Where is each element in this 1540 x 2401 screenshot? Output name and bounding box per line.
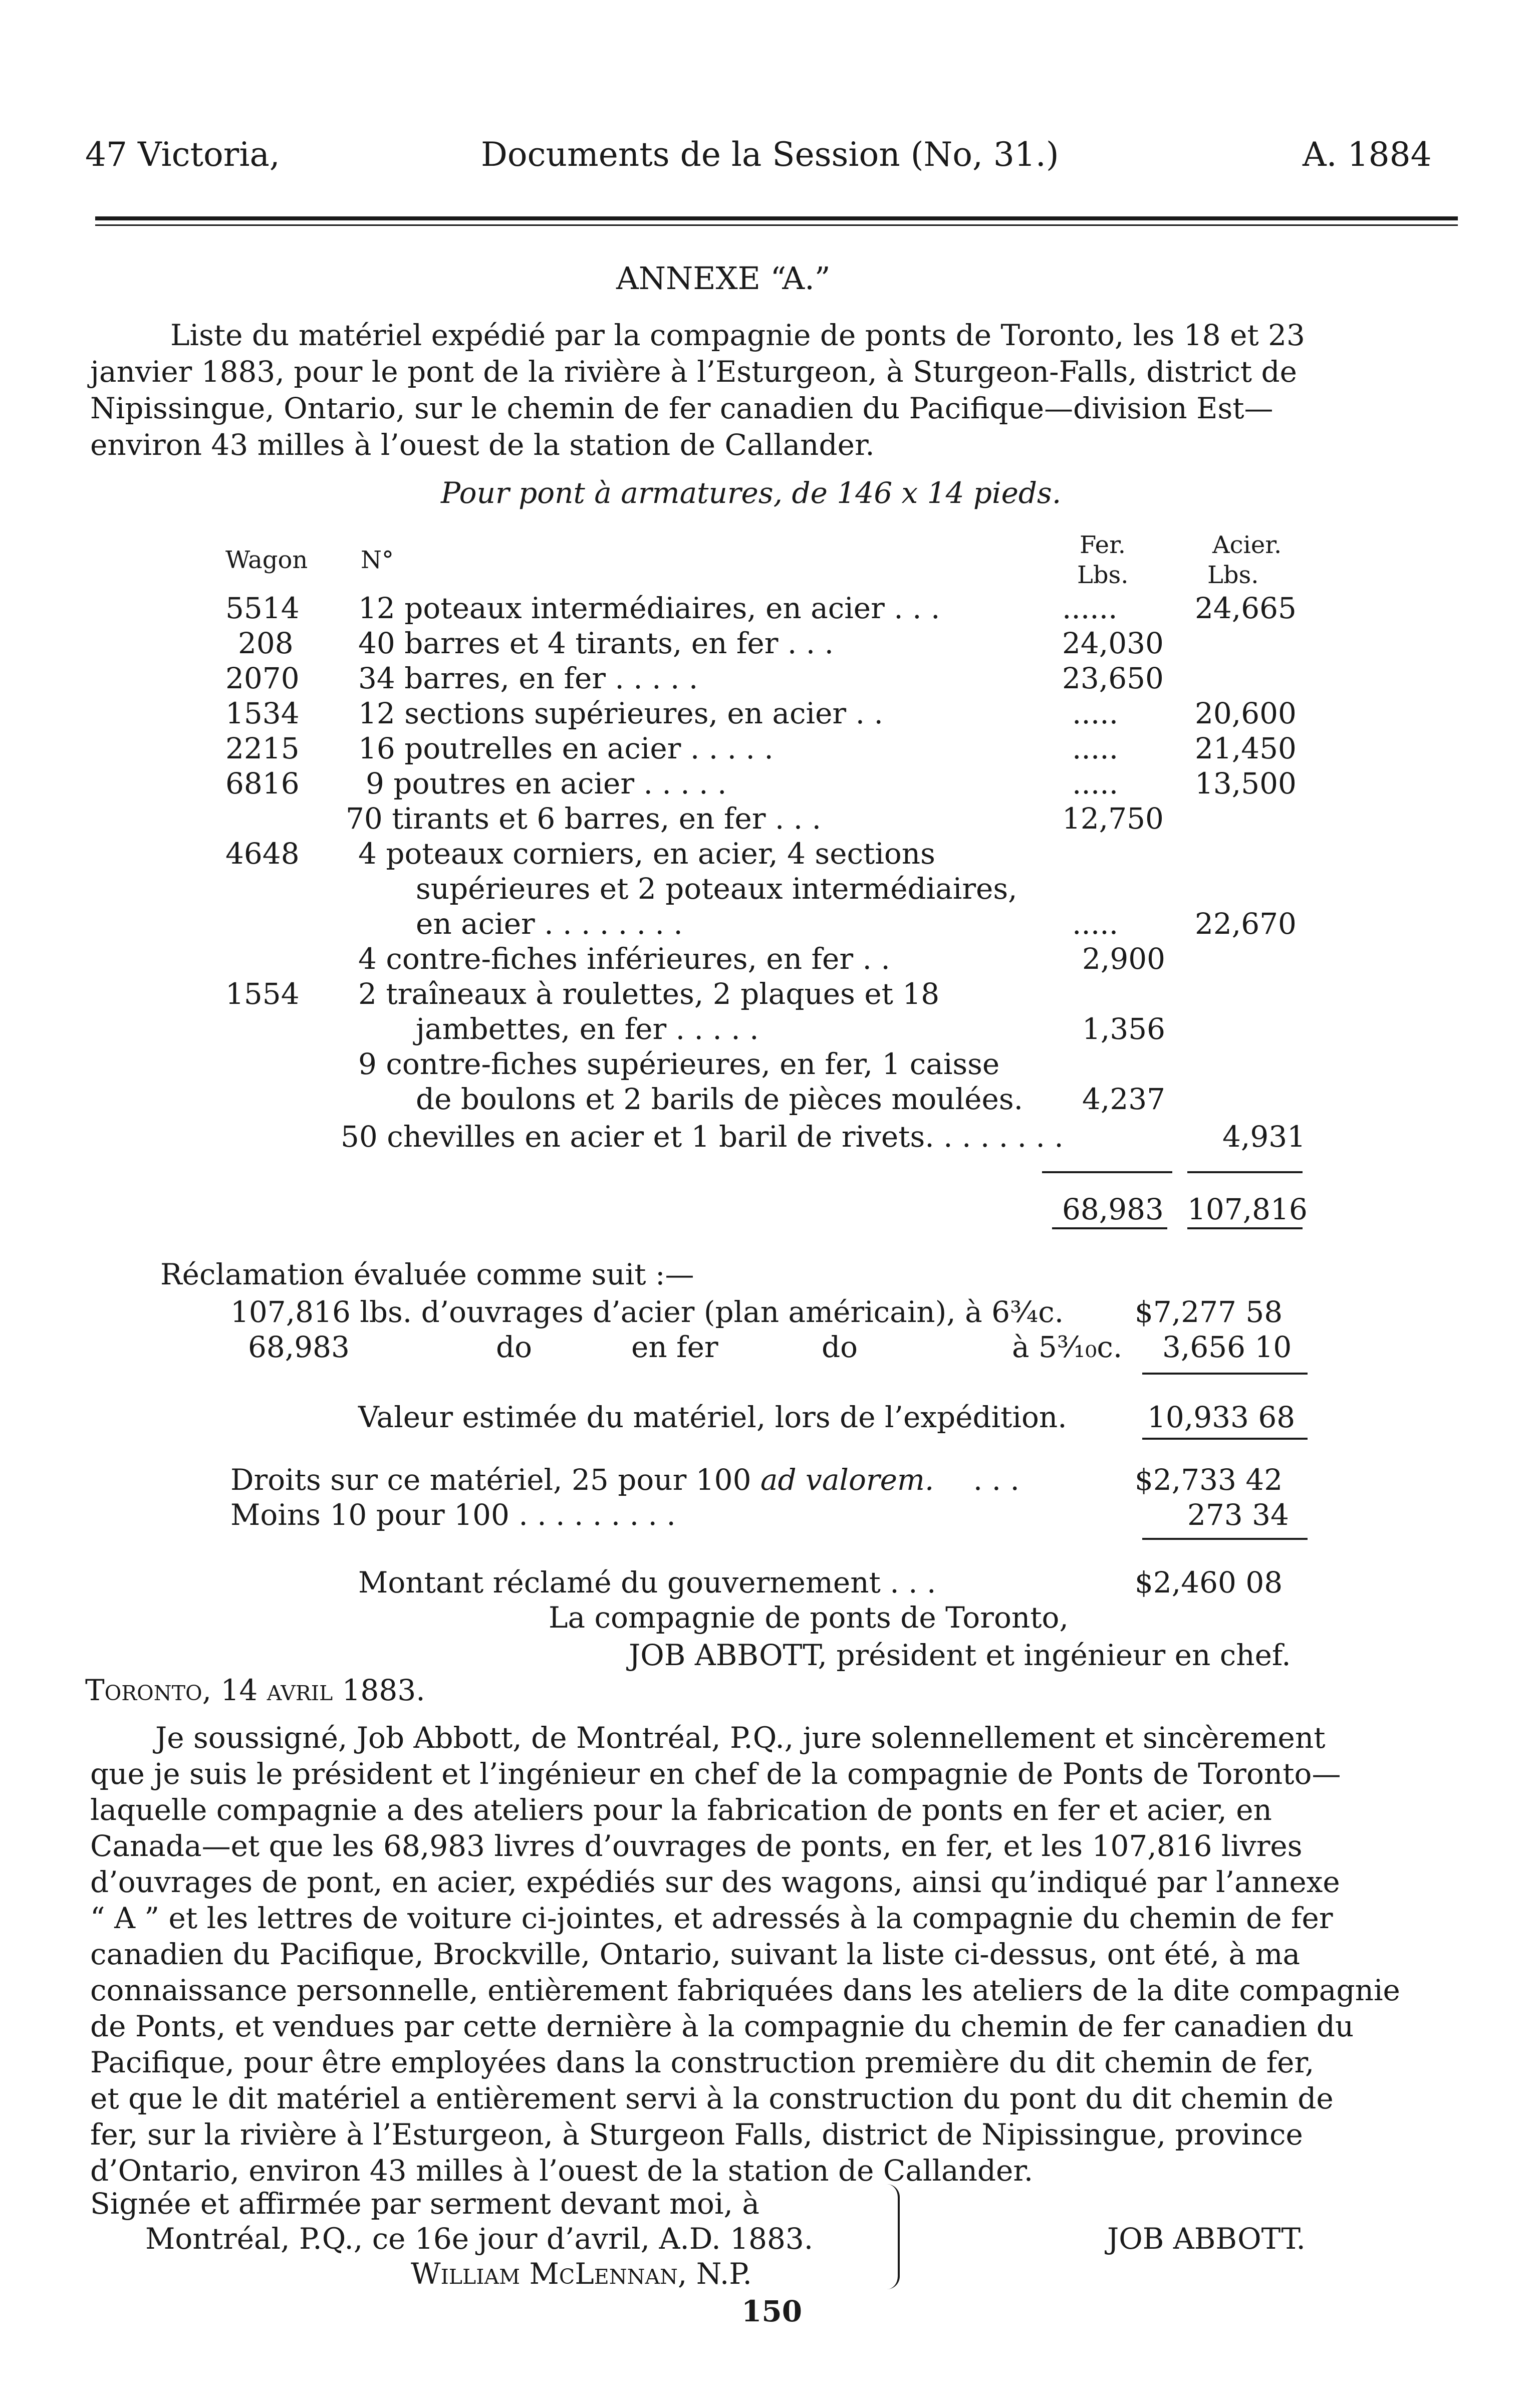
- valeur-label: Valeur estimée du matériel, lors de l’expédition.: [358, 1400, 1067, 1434]
- row-8-desc: supérieures et 2 poteaux intermédiaires,: [416, 872, 1017, 906]
- total-rule-fer: [1042, 1171, 1172, 1173]
- row-15-desc: 50 chevilles en acier et 1 baril de rivets. . . . . . . .: [341, 1120, 1064, 1154]
- total-underline-fer: [1052, 1227, 1167, 1229]
- total-rule-acier: [1187, 1171, 1303, 1173]
- droits-label: [230, 1463, 1019, 1497]
- row-3-desc: 12 sections supérieures, en acier . .: [358, 696, 883, 730]
- affidavit-line-4: Canada—et que les 68,983 livres d’ouvrages de ponts, en fer, et les 107,816 livres: [90, 1829, 1303, 1863]
- row-9-fer: .....: [1072, 907, 1119, 941]
- dateline: Toronto, 14 avril 1883.: [85, 1673, 425, 1707]
- row-4-desc: 16 poutrelles en acier . . . . .: [358, 731, 774, 765]
- reclamation-line-1: 107,816 lbs. d’ouvrages d’acier (plan américain), à 6¾c.: [230, 1295, 1064, 1329]
- col-header-wagon: Wagon: [225, 546, 308, 574]
- reclamation-line-2-qty: 68,983: [248, 1330, 350, 1364]
- table-subtitle: Pour pont à armatures, de 146 x 14 pieds.: [441, 476, 1062, 510]
- row-4-acier: 21,450: [1195, 731, 1297, 765]
- reclamation-line-2-mid: en fer: [631, 1330, 718, 1364]
- moins-underline: [1142, 1538, 1308, 1540]
- row-3-acier: 20,600: [1195, 696, 1297, 730]
- reclamation-line-2-do-2: do: [822, 1330, 858, 1364]
- reclamation-subtotal-rule: [1142, 1373, 1308, 1375]
- row-0-wagon: 5514: [225, 591, 300, 625]
- row-14-fer: 4,237: [1082, 1082, 1166, 1116]
- reclamation-heading: Réclamation évaluée comme suit :—: [160, 1257, 694, 1291]
- row-5-acier: 13,500: [1195, 766, 1297, 801]
- affidavit-line-8: connaissance personnelle, entièrement fabriquées dans les ateliers de la dite compagnie: [90, 1973, 1400, 2007]
- oath-signer: JOB ABBOTT.: [1107, 2222, 1306, 2256]
- row-5-wagon: 6816: [225, 766, 300, 801]
- droits-amount: $2,733 42: [1135, 1463, 1283, 1497]
- row-0-desc: 12 poteaux intermédiaires, en acier . . .: [358, 591, 940, 625]
- row-12-fer: 1,356: [1082, 1012, 1166, 1046]
- affidavit-line-12: fer, sur la rivière à l’Esturgeon, à Sturgeon Falls, district de Nipissingue, province: [90, 2117, 1303, 2152]
- moins-amount: 273 34: [1187, 1498, 1289, 1532]
- total-fer: 68,983: [1062, 1192, 1164, 1226]
- row-7-desc: 4 poteaux corniers, en acier, 4 sections: [358, 837, 935, 871]
- row-3-wagon: 1534: [225, 696, 300, 730]
- oath-brace: [887, 2184, 900, 2289]
- header-right: A. 1884: [1303, 135, 1432, 174]
- valeur-amount: 10,933 68: [1147, 1400, 1296, 1434]
- col-header-no: N°: [361, 546, 394, 574]
- reclamation-line-2-rate: à 5³⁄₁₀c.: [1012, 1330, 1123, 1364]
- reclamation-line-1-amount: $7,277 58: [1135, 1295, 1283, 1329]
- row-6-desc: 70 tirants et 6 barres, en fer . . .: [346, 802, 822, 836]
- row-7-wagon: 4648: [225, 837, 300, 871]
- affidavit-line-1: Je soussigné, Job Abbott, de Montréal, P.Q., jure solennellement et sincèrement: [155, 1721, 1326, 1755]
- montant-label: Montant réclamé du gouvernement . . .: [358, 1565, 936, 1599]
- row-11-wagon: 1554: [225, 977, 300, 1011]
- affidavit-line-6: “ A ” et les lettres de voiture ci-jointes, et adressés à la compagnie du chemin de fer: [90, 1901, 1333, 1935]
- page-number: 150: [741, 2294, 803, 2328]
- montant-amount: $2,460 08: [1135, 1565, 1283, 1599]
- signature-company: La compagnie de ponts de Toronto,: [549, 1600, 1069, 1635]
- row-0-fer: ......: [1062, 591, 1118, 625]
- affidavit-line-10: Pacifique, pour être employées dans la construction première du dit chemin de fer,: [90, 2045, 1315, 2079]
- row-11-desc: 2 traîneaux à roulettes, 2 plaques et 18: [358, 977, 940, 1011]
- row-1-fer: 24,030: [1062, 626, 1164, 660]
- droits-ad-valorem: ad valorem.: [760, 1463, 934, 1497]
- row-2-desc: 34 barres, en fer . . . . .: [358, 661, 698, 695]
- row-10-desc: 4 contre-fiches inférieures, en fer . .: [358, 942, 890, 976]
- affidavit-line-5: d’ouvrages de pont, en acier, expédiés sur des wagons, ainsi qu’indiqué par l’annexe: [90, 1865, 1340, 1899]
- row-13-desc: 9 contre-fiches supérieures, en fer, 1 caisse: [358, 1047, 1000, 1081]
- oath-notary: William McLennan, N.P.: [411, 2257, 752, 2291]
- col-header-fer: Fer.: [1080, 531, 1126, 559]
- header-rule-thin: [95, 224, 1458, 226]
- row-2-fer: 23,650: [1062, 661, 1164, 695]
- oath-line-1: Signée et affirmée par serment devant moi, à: [90, 2187, 759, 2221]
- reclamation-line-2-do-1: do: [496, 1330, 533, 1364]
- col-header-acier: Acier.: [1212, 531, 1282, 559]
- moins-label: Moins 10 pour 100 . . . . . . . . .: [230, 1498, 676, 1532]
- affidavit-line-9: de Ponts, et vendues par cette dernière à la compagnie du chemin de fer canadien du: [90, 2009, 1354, 2043]
- row-9-acier: 22,670: [1195, 907, 1297, 941]
- row-1-desc: 40 barres et 4 tirants, en fer . . .: [358, 626, 834, 660]
- affidavit-line-13: d’Ontario, environ 43 milles à l’ouest de la station de Callander.: [90, 2154, 1034, 2188]
- row-6-fer: 12,750: [1062, 802, 1164, 836]
- row-14-desc: de boulons et 2 barils de pièces moulées.: [416, 1082, 1023, 1116]
- header-left: 47 Victoria,: [85, 135, 280, 174]
- row-12-desc: jambettes, en fer . . . . .: [416, 1012, 759, 1046]
- droits-text: Droits sur ce matériel, 25 pour 100: [230, 1463, 751, 1497]
- reclamation-line-2-amount: 3,656 10: [1162, 1330, 1292, 1364]
- oath-line-2: Montréal, P.Q., ce 16e jour d’avril, A.D. 1883.: [145, 2222, 814, 2256]
- col-header-fer-unit: Lbs.: [1077, 561, 1129, 589]
- affidavit-line-3: laquelle compagnie a des ateliers pour la fabrication de ponts en fer et acier, en: [90, 1793, 1272, 1827]
- affidavit-line-2: que je suis le président et l’ingénieur en chef de la compagnie de Ponts de Toronto—: [90, 1757, 1341, 1791]
- droits-dots: . . .: [973, 1463, 1019, 1497]
- intro-line-2: janvier 1883, pour le pont de la rivière à l’Esturgeon, à Sturgeon-Falls, district de: [90, 355, 1297, 389]
- row-4-wagon: 2215: [225, 731, 300, 765]
- row-0-acier: 24,665: [1195, 591, 1297, 625]
- col-header-acier-unit: Lbs.: [1207, 561, 1259, 589]
- header-center: Documents de la Session (No, 31.): [481, 135, 1059, 174]
- row-10-fer: 2,900: [1082, 942, 1166, 976]
- intro-line-3: Nipissingue, Ontario, sur le chemin de fer canadien du Pacifique—division Est—: [90, 391, 1273, 425]
- total-acier: 107,816: [1187, 1192, 1308, 1226]
- valeur-underline: [1142, 1438, 1308, 1440]
- row-9-desc: en acier . . . . . . . .: [416, 907, 683, 941]
- row-5-desc: 9 poutres en acier . . . . .: [366, 766, 727, 801]
- affidavit-line-7: canadien du Pacifique, Brockville, Ontario, suivant la liste ci-dessus, ont été, à ma: [90, 1937, 1301, 1971]
- row-4-fer: .....: [1072, 731, 1119, 765]
- row-3-fer: .....: [1072, 696, 1119, 730]
- header-rule-thick: [95, 216, 1458, 220]
- signature-name: JOB ABBOTT, président et ingénieur en chef.: [629, 1638, 1291, 1672]
- row-2-wagon: 2070: [225, 661, 300, 695]
- intro-line-1: Liste du matériel expédié par la compagnie de ponts de Toronto, les 18 et 23: [170, 318, 1305, 352]
- total-underline-acier: [1187, 1227, 1303, 1229]
- row-5-fer: .....: [1072, 766, 1119, 801]
- row-15-acier: 4,931: [1222, 1120, 1306, 1154]
- intro-line-4: environ 43 milles à l’ouest de la station de Callander.: [90, 428, 875, 462]
- affidavit-line-11: et que le dit matériel a entièrement servi à la construction du pont du dit chemin de: [90, 2081, 1334, 2115]
- row-1-wagon: 208: [238, 626, 294, 660]
- annex-title: ANNEXE “A.”: [616, 260, 831, 297]
